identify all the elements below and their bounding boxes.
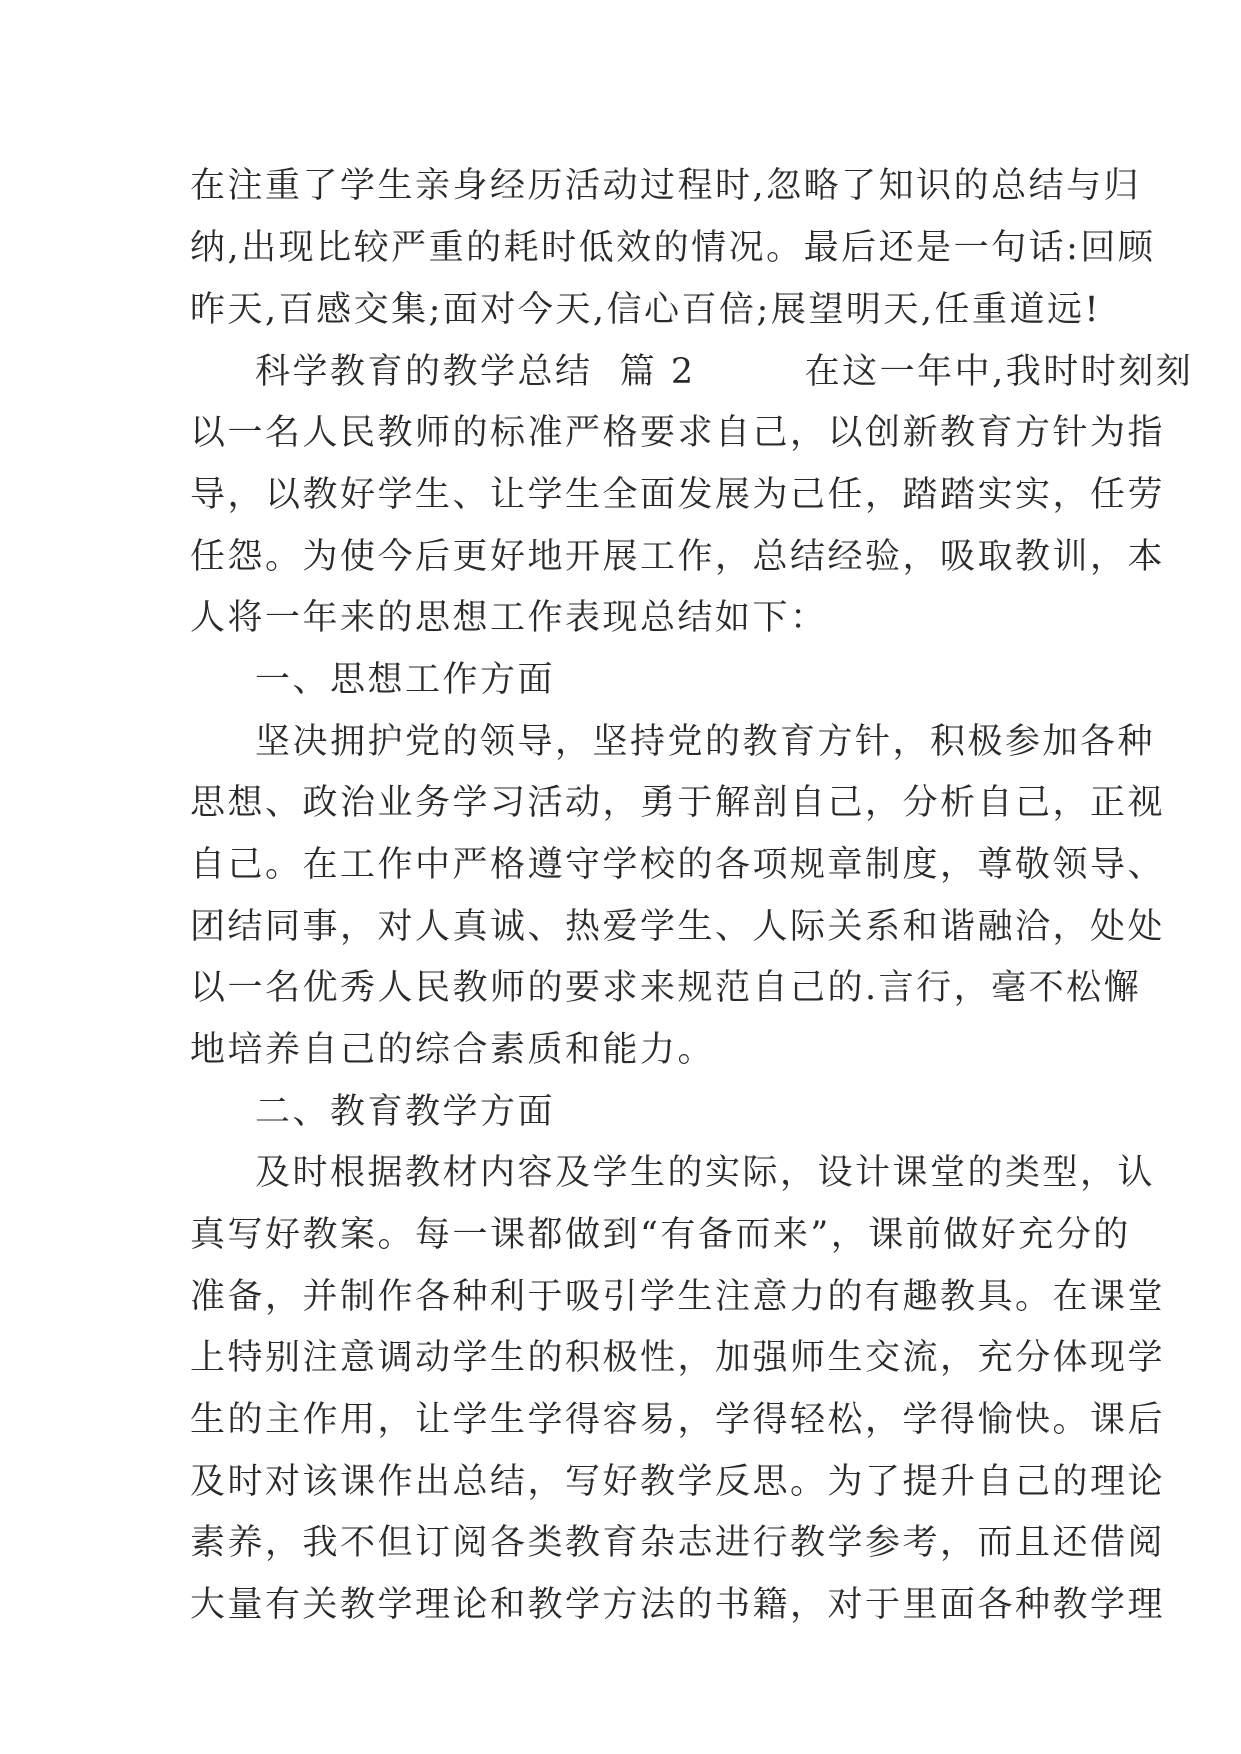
text-line: 纳,出现比较严重的耗时低效的情况。最后还是一句话:回顾 [190,228,1156,268]
subheading-teaching: 二、教育教学方面 [255,1092,556,1132]
text-line: 昨天,百感交集;面对今天,信心百倍;展望明天,任重道远! [190,290,1102,330]
section-heading-pian-2: 科学教育的教学总结 篇 2 在这一年中,我时时刻刻 [255,352,1194,392]
text-line: 上特别注意调动学生的积极性，加强师生交流，充分体现学 [190,1338,1166,1378]
text-line: 素养，我不但订阅各类教育杂志进行教学参考，而且还借阅 [190,1523,1166,1563]
text-line: 生的主作用，让学生学得容易，学得轻松，学得愉快。课后 [190,1400,1166,1440]
subheading-thought-work: 一、思想工作方面 [255,660,556,700]
text-line: 团结同事，对人真诚、热爱学生、人际关系和谐融洽，处处 [190,907,1166,947]
text-line: 思想、政治业务学习活动，勇于解剖自己，分析自己，正视 [190,783,1166,823]
paragraph-start: 及时根据教材内容及学生的实际，设计课堂的类型，认 [255,1153,1156,1193]
text-line: 大量有关教学理论和教学方法的书籍，对于里面各种教学理 [190,1585,1166,1625]
text-line: 准备，并制作各种利于吸引学生注意力的有趣教具。在课堂 [190,1277,1166,1317]
text-line: 以一名人民教师的标准严格要求自己，以创新教育方针为指 [190,413,1166,453]
text-line: 在注重了学生亲身经历活动过程时,忽略了知识的总结与归 [190,166,1142,206]
text-line: 自己。在工作中严格遵守学校的各项规章制度，尊敬领导、 [190,845,1166,885]
text-line: 人将一年来的思想工作表现总结如下： [190,598,828,638]
text-line: 以一名优秀人民教师的要求来规范自己的.言行，毫不松懈 [190,968,1142,1008]
text-line: 导，以教好学生、让学生全面发展为己任，踏踏实实，任劳 [190,475,1166,515]
text-line: 及时对该课作出总结，写好教学反思。为了提升自己的理论 [190,1462,1166,1502]
text-line: 地培养自己的综合素质和能力。 [190,1030,716,1070]
text-line: 真写好教案。每一课都做到“有备而来”，课前做好充分的 [190,1215,1131,1255]
text-line: 任怨。为使今后更好地开展工作，总结经验，吸取教训，本 [190,537,1166,577]
paragraph-start: 坚决拥护党的领导，坚持党的教育方针，积极参加各种 [255,722,1156,762]
